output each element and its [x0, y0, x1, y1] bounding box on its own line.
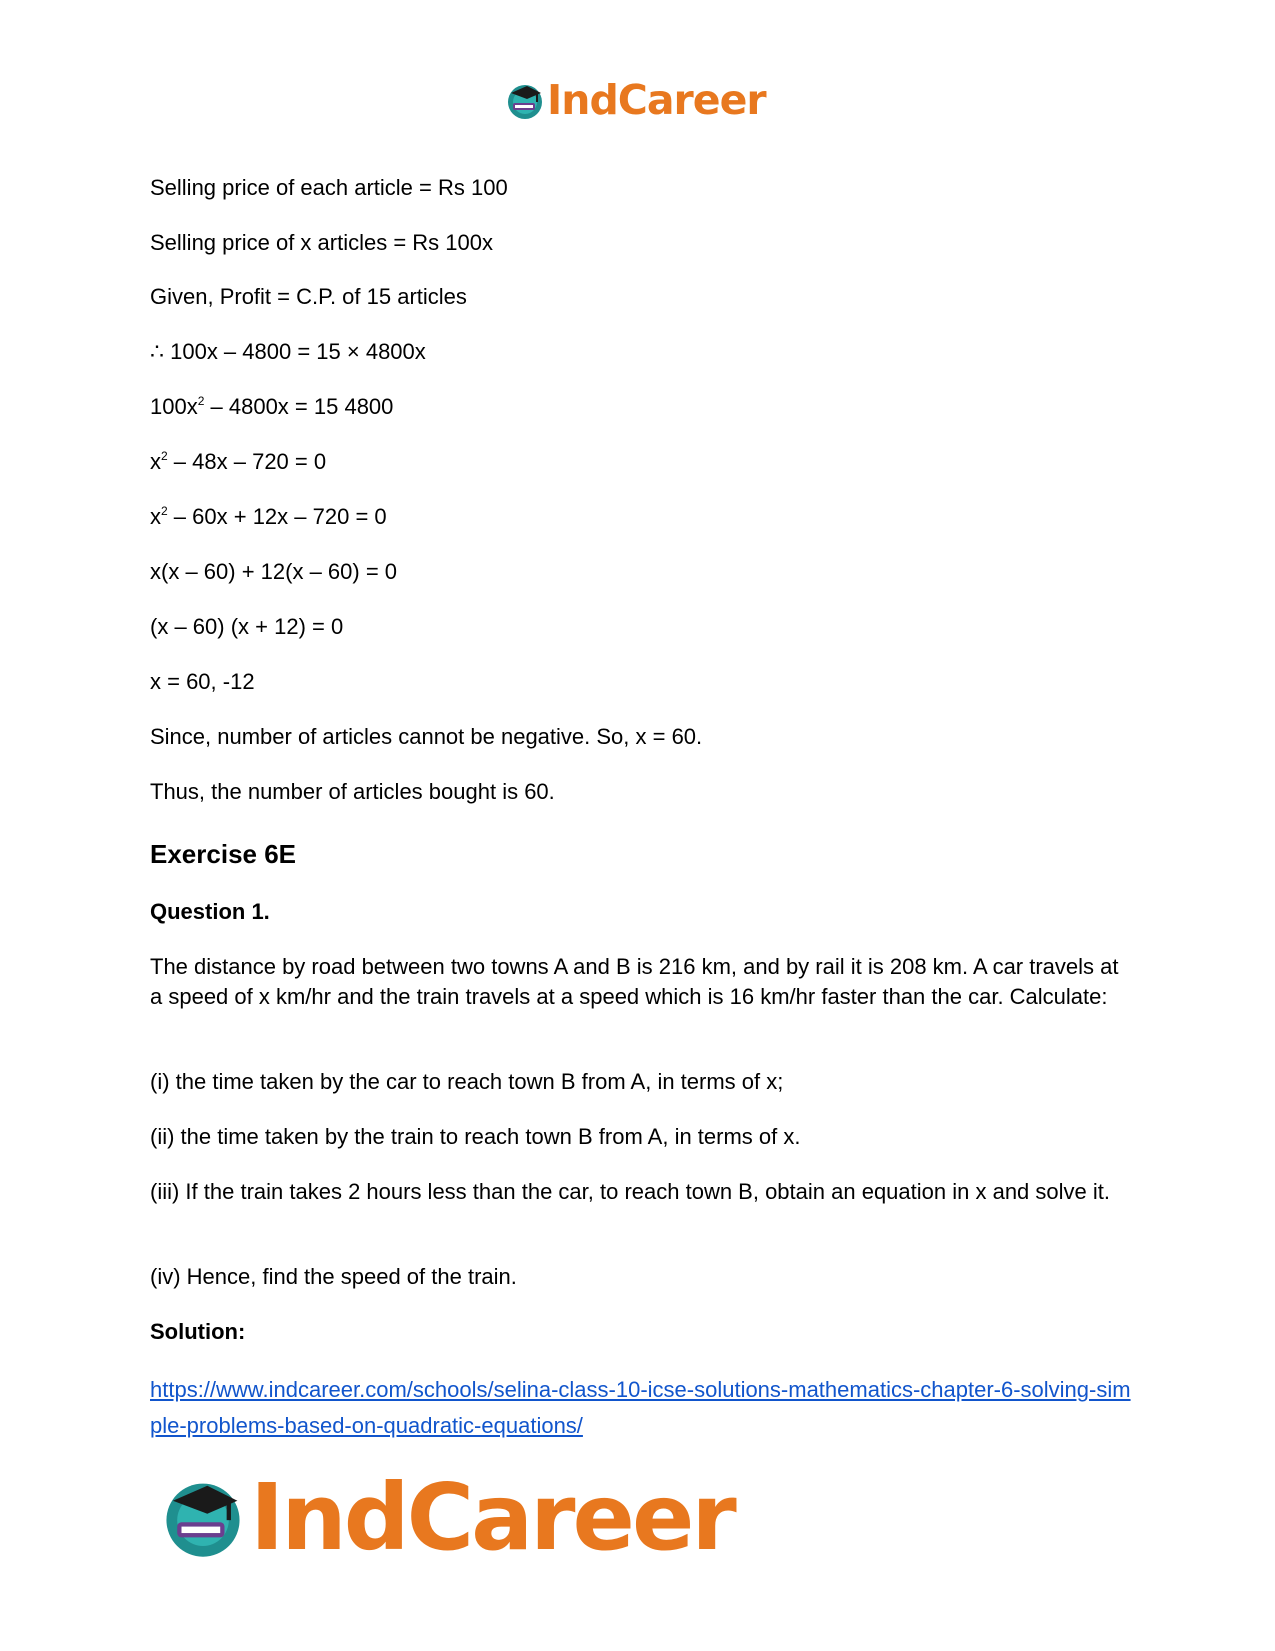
- equation-part: – 48x – 720 = 0: [167, 449, 327, 474]
- exponent: 2: [161, 449, 168, 463]
- equation-line: [150, 392, 393, 422]
- exercise-heading: Exercise 6E: [150, 839, 297, 869]
- text-line: ∴ 100x – 4800 = 15 × 4800x: [150, 339, 426, 364]
- equation-line: [150, 447, 326, 477]
- graduation-cap-icon: [505, 81, 545, 121]
- text-line: Given, Profit = C.P. of 15 articles: [150, 284, 467, 309]
- text-line: x = 60, -12: [150, 669, 255, 694]
- text-line: x(x – 60) + 12(x – 60) = 0: [150, 559, 398, 584]
- equation-part: – 4800x = 15 4800: [204, 394, 394, 419]
- equation-part: x: [150, 449, 161, 474]
- solution-link[interactable]: https://www.indcareer.com/schools/selina-class-10-icse-solutions-mathematics-chapter-6-solving-simple-problems-based-on-quadratic-equations/: [150, 1377, 1131, 1438]
- text-line: Selling price of each article = Rs 100: [150, 175, 508, 200]
- graduation-cap-icon: [160, 1475, 246, 1561]
- question-part-iv: (iv) Hence, find the speed of the train.: [150, 1264, 517, 1289]
- equation-line: [150, 502, 387, 532]
- question-part-iii: (iii) If the train takes 2 hours less than the car, to reach town B, obtain an equation in x and solve it.: [150, 1179, 1110, 1204]
- footer-logo: [160, 1464, 734, 1571]
- logo-text: IndCareer: [250, 1464, 734, 1571]
- equation-part: 100x: [150, 394, 198, 419]
- exponent: 2: [161, 504, 168, 518]
- text-line: Since, number of articles cannot be negative. So, x = 60.: [150, 724, 703, 749]
- equation-part: x: [150, 504, 161, 529]
- question-part-i: (i) the time taken by the car to reach town B from A, in terms of x;: [150, 1069, 784, 1094]
- equation-part: – 60x + 12x – 720 = 0: [167, 504, 387, 529]
- text-line: (x – 60) (x + 12) = 0: [150, 614, 344, 639]
- text-line: Selling price of x articles = Rs 100x: [150, 230, 493, 255]
- question-part-ii: (ii) the time taken by the train to reach town B from A, in terms of x.: [150, 1124, 801, 1149]
- header-logo: [505, 76, 766, 124]
- solution-label: Solution:: [150, 1319, 246, 1344]
- logo-text: IndCareer: [547, 76, 766, 124]
- text-line: Thus, the number of articles bought is 60.: [150, 779, 555, 804]
- question-label: Question 1.: [150, 899, 270, 924]
- question-text: The distance by road between two towns A and B is 216 km, and by rail it is 208 km. A car travels at a speed of x km/hr and the train travels at a speed which is 16 km/hr faster than the car. Calculate:: [150, 954, 1119, 1009]
- exponent: 2: [197, 394, 205, 408]
